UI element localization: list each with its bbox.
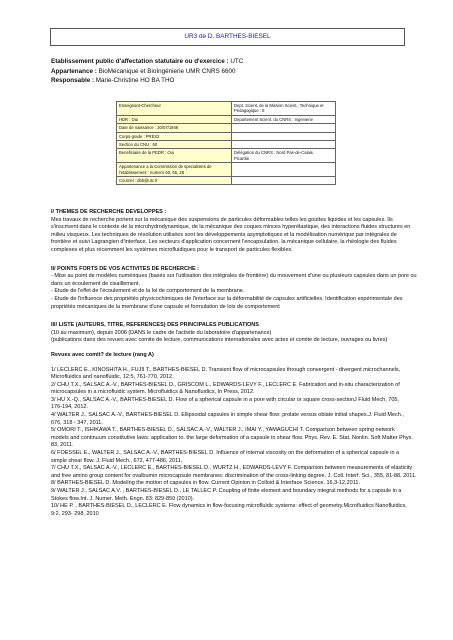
info-table-cell	[232, 163, 336, 177]
reference-line: 3/ HU X.-Q., SALSAC A.-V., BARTHES-BIESEL D. Flow of a spherical capsule in a pore with circular or square cross-sectionJ Fluid Mech, 705,	[51, 396, 399, 403]
establishment-line: Etablissement public d'affectation statutaire ou d'exercice : UTC	[51, 58, 244, 65]
paragraph-line: dans un écoulement de cisaillement.	[51, 280, 140, 287]
info-cell-line	[234, 134, 333, 139]
info-table-row	[117, 102, 336, 116]
info-table-cell	[117, 132, 232, 140]
reference-item	[51, 367, 421, 382]
section-heading: I/ THEMES DE RECHERCHE DEVELOPPES :	[51, 209, 167, 215]
info-table-cell	[232, 132, 336, 140]
reference-line: 9/ WALTER J., SALSAC A.V. , BARTHES-BIESEL D., LE TALLEC P. Coupling of finite element and boundary integral methods for a capsule in a	[51, 488, 402, 494]
info-table-cell	[117, 102, 232, 116]
reference-line: 8/ BARTHES-BIESEL D. Modeling the motion of capsules in flow. Current Opinion in Colloid & Interface Science. 16,3-12,2011.	[51, 480, 360, 487]
paragraph-line: complexes et plus récemment les systèmes microfluidiques pour le transport de particules flexibles.	[51, 246, 293, 253]
info-cell-line: Pédagogique : 8	[234, 108, 265, 114]
reference-line: 176-194, 2012.	[51, 404, 89, 411]
info-cell-line: Beneficiaire de la PEDR : Oui	[119, 150, 174, 156]
reference-line: 676, 318 - 347, 2011.	[51, 419, 103, 426]
reference-item	[51, 465, 421, 480]
info-table-cell	[232, 102, 336, 116]
info-table-cell	[117, 141, 232, 149]
info-cell-line: Section du CNU : 60	[119, 142, 158, 148]
reference-list	[51, 367, 421, 519]
info-table-row	[117, 132, 336, 140]
info-cell-line: l'etablissement : numero 60, 65, 28	[119, 169, 185, 175]
section-strengths-text	[51, 273, 421, 311]
info-table-cell	[117, 163, 232, 177]
info-table-cell	[232, 124, 336, 132]
reference-line: 5/ OMORI T., ISHIKAWA T., BARTHES-BIESEL D., SALSAC A.-V., WALTER J., IMAI Y., YAMAGUCHI T. Comparison between spring network	[51, 427, 395, 434]
section-publications-intro	[51, 330, 421, 345]
paragraph-line: - Mise au point de modèles numériques (basés sur l'utilisation des intégrales de frontière) du mouvement d'une ou plusieurs capsules dans un pore ou	[51, 273, 417, 280]
subsection-heading: Revues avec comit? de lecture (rang A)	[51, 351, 154, 358]
page-title: UR3 de D. BARTHES-BIESEL	[50, 28, 405, 46]
paragraph-line: propriétés mécaniques de la membrane d'une capsule et formulation de lois de comportement	[51, 303, 280, 310]
reference-item	[51, 397, 421, 412]
section-heading: III/ LISTE (AUTEURS, TITRE, REFERENCES) DES PRINCIPALES PUBLICATIONS	[51, 322, 259, 329]
reference-line: Microfluidics and nanofluidic, 12:5, 761-770, 2012.	[51, 374, 174, 381]
info-cell-line	[234, 125, 333, 130]
info-cell-line: Corps-grade : PREX2	[119, 133, 160, 139]
info-cell-line	[234, 164, 333, 169]
info-table-row	[117, 124, 336, 132]
paragraph-line: frontière et suivi Lagrangien d'interface. Les secteurs d'application concernent l'encapsulation. la mécanique cellulaire, la rhéologie des fluides	[51, 239, 397, 246]
reference-line: 4/ WALTER J., SALSAC A.-V., BARTHES-BIESEL D. Ellipsoidal capsules in simple shear flow: prolate versus oblate initial shapes.J. Fluid Mech.,	[51, 412, 404, 419]
info-table-cell	[117, 124, 232, 132]
reference-item	[51, 488, 421, 503]
paragraph-line: (10 au maximum), depuis 2006 (DANS le cadre de l'activite du laboratoire d'appartenance)	[51, 329, 272, 336]
info-table-cell	[232, 141, 336, 149]
reference-line: 10/ HE P. , BARTHES-BIESEL D., LECLERC E. Flow dynamics in flow-focusing microfluidic systems: effect of geometry.Microfluidics Nanofluidics,	[51, 503, 407, 510]
paragraph-line: - Etude de l'effet de l'écoulement et de la loi de comportement de la membrane.	[51, 288, 245, 295]
info-table-row	[117, 149, 336, 163]
reference-line: microcapsules in a microfluidic system. Microfluidics & Nanofluidics, In Press, 2012.	[51, 389, 255, 396]
info-cell-line: Courriel : dbb@utc.fr	[119, 178, 158, 184]
lab-metadata	[51, 57, 421, 86]
responsible-line: Responsable : Marie-Christine HO BA THO	[51, 77, 175, 84]
info-cell-line: Dept. Scient. de la Mission Scient., Technique et	[234, 103, 324, 108]
affiliation-line: Appartenance : BioMécanique et BioIngénierie UMR CNRS 6600	[51, 67, 236, 75]
info-table-cell	[232, 149, 336, 163]
info-cell-line: Departement Scient. du CNRS : Ingenierie	[234, 116, 313, 122]
reference-item	[51, 382, 421, 397]
section-heading: II/ POINTS FORTS DE VOS ACTIVITES DE RECHERCHE :	[51, 265, 200, 272]
info-table	[116, 101, 336, 185]
info-table-cell	[232, 177, 336, 185]
paragraph-line: - Etude de l'influence des propriétés physicochimiques de l'interface sur la déformabilité de capsules artificielles. Identification expérimentale des	[51, 295, 403, 302]
info-cell-line: Date de naissance : 30/07/1946	[119, 125, 179, 131]
reference-line: 83, 2011.	[51, 442, 74, 449]
reference-line: models and continuum constitutive laws: application to. the large deformation of a capsule in shear flow. Phys. Rev. E. Stat. Nonlin. Soft Matter Phys.	[51, 434, 413, 441]
reference-item	[51, 427, 421, 450]
paragraph-line: Mes travaux de recherche portent sur la mécanique des suspensions de particules déformables telles les gouttes liquides et les capsules. Ils	[51, 216, 393, 223]
info-cell-line: Enseignant-Chercheur	[119, 103, 161, 108]
reference-line: 1/ LECLERC E., KINOSHITA H., FUJII T., BARTHES-BIESEL D. Transient flow of microcapsules through convergent - divergent microchannels,	[51, 366, 401, 373]
reference-line: 6/ FOESSEL E., WALTER J., SALSAC A.-V., BARTHES-BIESEL D. Influence of internal viscosity on the deformation of a spherical capsule in a	[51, 450, 400, 457]
reference-line: simple shear flow. J. Fluid Mech., 672, 477-486, 2011.	[51, 457, 183, 464]
reference-item	[51, 412, 421, 427]
info-table-cell	[117, 149, 232, 163]
reference-line: 9:2, 293- 298, 2010	[51, 510, 99, 517]
info-cell-line	[234, 178, 333, 183]
paragraph-line: s'inscrivent dans le contexte de la microhydrodynamique, de la mécanique des coques minces hyperélastique, des interactions fluides structures en	[51, 224, 411, 231]
reference-item	[51, 450, 421, 465]
info-cell-line	[234, 142, 333, 147]
reference-item	[51, 480, 421, 488]
info-table-cell	[117, 177, 232, 185]
reference-line: Stokes flow.Int. J. Numer. Meth. Engn. 83: 829-850 (2010).	[51, 495, 195, 502]
info-cell-line: HDR : Oui	[119, 116, 139, 122]
info-table-row	[117, 163, 336, 177]
reference-line: 7/ CHU T.X., SALSAC A.-V., LECLERC E., BARTHES-BIESEL D., WURTZ H., EDWARDS-LEVY F. Comparison between measurements of elasticity	[51, 465, 413, 472]
info-cell-line: Picardie	[234, 155, 250, 161]
paragraph-line: (publications dans des revues avec comite de lecture, communications internationales avec actes et comite de lecture, ouvrages ou livres)	[51, 337, 388, 344]
reference-line: and free amino group content for ovalbumin microcapsule membranes: discrimination of the cross-linking degree. J. Coll. Interf. Sci., 355, 81-88, 2011.	[51, 472, 417, 479]
reference-item	[51, 503, 421, 518]
info-cell-line: Appartenance a la Commission de specialistes de	[119, 164, 212, 170]
info-table-row	[117, 141, 336, 149]
info-table-cell	[232, 115, 336, 123]
info-cell-line: Délégation du CNRS : Nord Pas-de-Calais	[234, 150, 313, 156]
info-table-row	[117, 115, 336, 123]
reference-line: 2/ CHU T.X., SALSAC A.-V., BARTHES-BIESEL D., GRISCOM L., EDWARDS-LEVY F., LECLERC E. Fabrication and in-situ characterization of	[51, 381, 400, 388]
document-body	[51, 209, 421, 518]
paragraph-line: milieu visqueux. Les techniques de résolution utilisées sont les développements asymptotiques et la modélisation numérique par intégrales de	[51, 231, 397, 238]
info-table-row	[117, 177, 336, 185]
section-themes-text	[51, 217, 421, 255]
info-table-cell	[117, 115, 232, 123]
